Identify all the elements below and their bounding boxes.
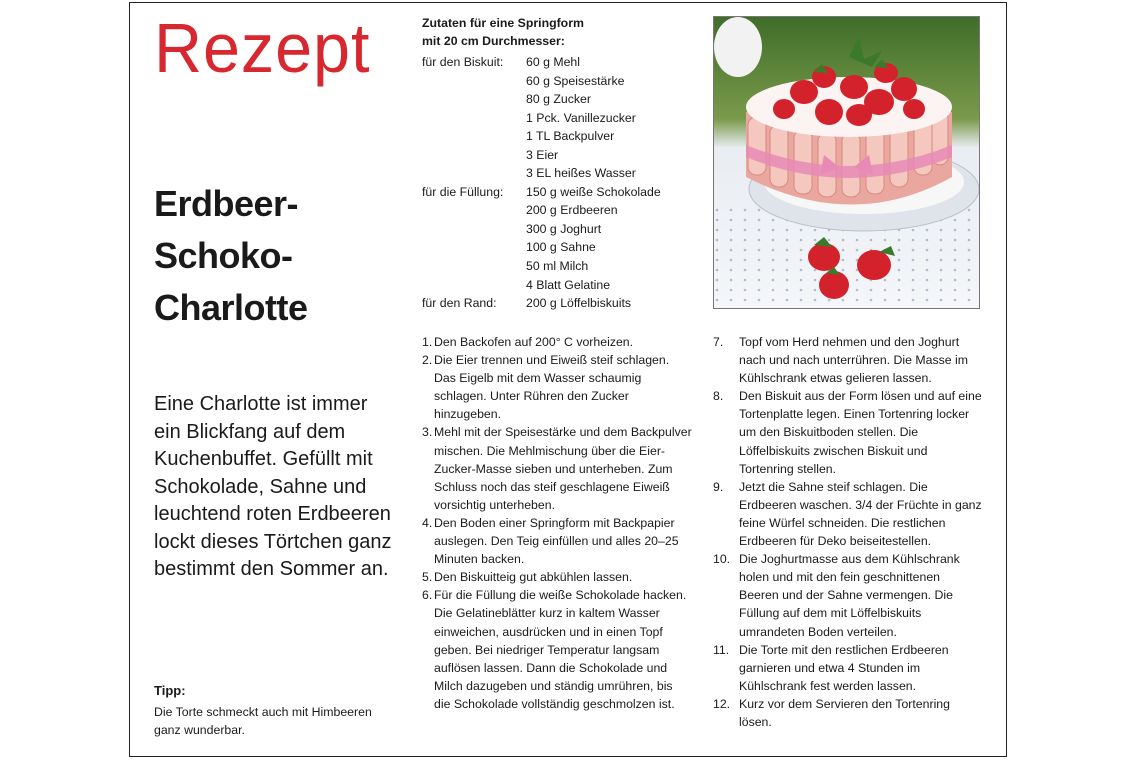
step-number: 7. [713, 335, 724, 349]
recipe-header: Rezept [154, 9, 371, 87]
ingredient-category [422, 164, 526, 183]
step-item [422, 423, 692, 513]
dish-title-line: Schoko- [154, 235, 293, 276]
step-number: 2. [422, 353, 433, 368]
step-number: 5. [422, 570, 433, 585]
step-number: 8. [713, 389, 724, 404]
ingredient-row [422, 53, 661, 72]
ingredient-category: für die Füllung: [422, 184, 504, 199]
ingredient-row [422, 183, 661, 202]
ingredient-row [422, 109, 661, 128]
step-text: Die Joghurtmasse aus dem Kühlschrank holen und mit den fein geschnittenen Beeren und der Sahne vermengen. Die Füllung auf dem mit Löffelbiskuits umrandeten Boden verteilen. [739, 552, 960, 639]
step-number: 10. [713, 552, 731, 567]
strawberry-charlotte-image [714, 17, 979, 308]
intro-text: Eine Charlotte ist immer ein Blickfang auf dem Kuchenbuffet. Gefüllt mit Schokolade, Sahne und leuchtend roten Erdbeeren lockt dieses Törtchen ganz bestimmt den Sommer an. [154, 393, 392, 580]
ingredient-category [422, 109, 526, 128]
step-item [422, 514, 692, 568]
step-text: Den Biskuitteig gut abkühlen lassen. [434, 570, 633, 585]
ingredient-category [422, 220, 526, 239]
ingredient-row [422, 90, 661, 109]
step-item [713, 478, 983, 550]
ingredient-row [422, 127, 661, 146]
ingredient-amount: 80 g Zucker [526, 92, 591, 107]
step-number: 9. [713, 479, 724, 494]
ingredient-category [422, 238, 526, 257]
ingredient-amount: 200 g Erdbeeren [526, 203, 618, 218]
ingredient-row [422, 72, 661, 91]
step-item [422, 568, 692, 586]
step-text: Mehl mit der Speisestärke und dem Backpulver mischen. Die Mehlmischung über die Eier-Zucker-Masse sieben und unterheben. Zum Schluss noch das steif geschlagene Eiweiß vorsichtig unterheben. [434, 425, 692, 512]
step-text: Kurz vor dem Servieren den Tortenring lösen. [739, 696, 950, 729]
ingredients-heading [422, 14, 584, 50]
tip-heading: Tipp: [154, 683, 186, 698]
ingredients-heading-line: Zutaten für eine Springform [422, 16, 584, 30]
ingredient-row [422, 146, 661, 165]
step-text: Die Eier trennen und Eiweiß steif schlagen. Das Eigelb mit dem Wasser schaumig schlagen. Unter Rühren den Zucker hinzugeben. [434, 353, 670, 422]
step-text: Den Biskuit aus der Form lösen und auf eine Tortenplatte legen. Einen Tortenring locker um den Biskuitboden stellen. Die Löffelbiskuits zwischen Biskuit und Tortenring stellen. [739, 389, 982, 476]
ingredient-amount: 1 Pck. Vanillezucker [526, 110, 636, 125]
ingredient-category: für den Rand: [422, 296, 497, 311]
ingredient-row [422, 220, 661, 239]
step-item [713, 387, 983, 477]
ingredient-category [422, 276, 526, 295]
step-text: Die Torte mit den restlichen Erdbeeren garnieren und etwa 4 Stunden im Kühlschrank fest werden lassen. [739, 642, 949, 693]
ingredient-amount: 150 g weiße Schokolade [526, 184, 661, 199]
ingredient-amount: 100 g Sahne [526, 240, 596, 255]
step-text: Jetzt die Sahne steif schlagen. Die Erdbeeren waschen. 3/4 der Früchte in ganz feine Würfel schneiden. Die restlichen Erdbeeren für Deko beiseitestellen. [739, 479, 982, 549]
ingredient-amount: 1 TL Backpulver [526, 129, 615, 144]
step-item [422, 333, 692, 351]
ingredient-row [422, 201, 661, 220]
step-item [713, 641, 983, 695]
ingredient-category [422, 201, 526, 220]
ingredient-row [422, 257, 661, 276]
cake-photo [713, 16, 980, 309]
step-text: Für die Füllung die weiße Schokolade hacken. Die Gelatineblätter kurz in kaltem Wasser einweichen, ausdrücken und in einen Topf geben. Bei niedriger Temperatur langsam auflösen lassen. Dann die Schokolade und Milch dazugeben und ständig umrühren, bis die Schokolade vollständig geschmolzen ist. [434, 588, 687, 711]
ingredient-category: für den Biskuit: [422, 55, 504, 69]
step-number: 4. [422, 515, 433, 530]
step-number: 12. [713, 696, 731, 711]
step-item [422, 351, 692, 423]
ingredients-heading-line: mit 20 cm Durchmesser: [422, 34, 565, 48]
step-text: Den Boden einer Springform mit Backpapier auslegen. Den Teig einfüllen und alles 20–25 Minuten backen. [434, 515, 679, 567]
step-item [713, 550, 983, 640]
steps-list-right [713, 333, 983, 731]
ingredient-row [422, 164, 661, 183]
ingredient-row [422, 276, 661, 295]
steps-list-left [422, 333, 692, 713]
step-item [713, 333, 983, 387]
step-number: 6. [422, 588, 433, 603]
dish-title [154, 178, 308, 334]
ingredient-category [422, 257, 526, 276]
ingredients-list [422, 53, 661, 313]
step-number: 3. [422, 425, 433, 440]
recipe-card [129, 2, 1007, 757]
step-item [422, 586, 692, 713]
ingredient-amount: 200 g Löffelbiskuits [526, 296, 632, 311]
tip-text: Die Torte schmeckt auch mit Himbeeren ganz wunderbar. [154, 705, 372, 737]
ingredient-amount: 50 ml Milch [526, 259, 589, 274]
ingredient-category [422, 90, 526, 109]
step-text: Topf vom Herd nehmen und den Joghurt nach und nach unterrühren. Die Masse im Kühlschrank etwas gelieren lassen. [739, 335, 968, 386]
ingredient-category [422, 72, 526, 91]
step-item [713, 695, 983, 731]
ingredient-amount: 3 EL heißes Wasser [526, 166, 636, 181]
dish-title-line: Erdbeer- [154, 183, 299, 224]
ingredient-amount: 60 g Mehl [526, 55, 581, 69]
ingredient-category [422, 127, 526, 146]
ingredient-amount: 60 g Speisestärke [526, 73, 625, 88]
ingredient-category [422, 146, 526, 165]
step-number: 1. [422, 335, 433, 349]
ingredient-amount: 300 g Joghurt [526, 221, 602, 236]
ingredient-amount: 4 Blatt Gelatine [526, 277, 611, 292]
step-number: 11. [713, 642, 730, 657]
dish-title-line: Charlotte [154, 287, 308, 328]
ingredient-row [422, 238, 661, 257]
step-text: Den Backofen auf 200° C vorheizen. [434, 335, 634, 349]
ingredient-row [422, 294, 661, 313]
ingredient-amount: 3 Eier [526, 147, 559, 162]
